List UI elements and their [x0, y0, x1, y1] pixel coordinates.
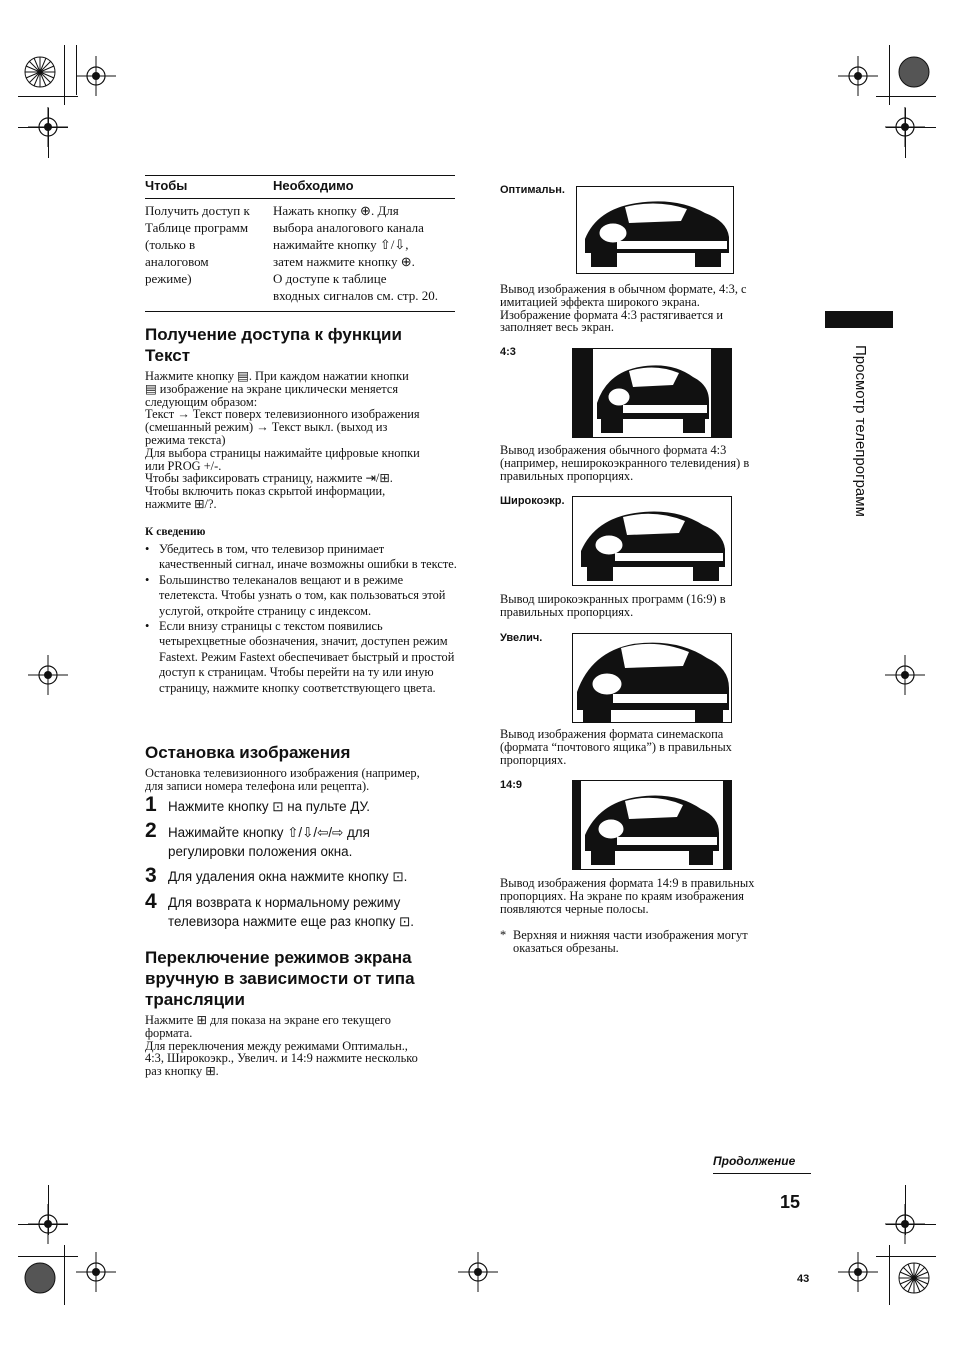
starburst-mark-icon: [24, 56, 56, 88]
car-image-zoom: [572, 633, 732, 723]
step-number: 1: [145, 793, 157, 816]
starburst-mark-icon: [898, 1262, 930, 1294]
car-image-4-3: [572, 348, 732, 438]
section-title-freeze: Остановка изображения: [145, 743, 351, 762]
registration-mark-icon: [885, 1204, 925, 1244]
mode-caption: Вывод изображения в обычном формате, 4:3, с имитацией эффекта широкого экрана. Изображение формата 4:3 растягивается и заполняет весь экран.: [500, 282, 747, 335]
step-text: Для удаления окна нажмите кнопку ⊡.: [168, 869, 408, 884]
registration-mark-icon: [885, 107, 925, 147]
screen-mode-body: Нажмите ⊞ для показа на экране его текущего формата. Для переключения между режимами Оптимальн., 4:3, Широкоэкр., Увелич. и 14:9 нажмите несколько раз кнопку ⊞.: [145, 1013, 418, 1079]
table-header-col2: Необходимо: [273, 178, 354, 193]
table-header-col1: Чтобы: [145, 178, 188, 193]
registration-mark-icon: [28, 107, 68, 147]
car-image-optimal: [576, 186, 734, 274]
mode-label: Увелич.: [500, 632, 543, 644]
note-heading: К сведению: [145, 526, 206, 538]
mode-caption: Вывод изображения формата синемаскопа (формата “почтового ящика”) в правильных пропорциях.: [500, 727, 732, 767]
mode-label: 14:9: [500, 779, 523, 791]
texture-mark-icon: [898, 56, 930, 88]
list-item: • Убедитесь в том, что телевизор принимает качественный сигнал, иначе возможны ошибки в тексте.: [145, 542, 457, 573]
registration-mark-icon: [76, 56, 116, 96]
step-text: Нажмите кнопку ⊡ на пульте ДУ.: [168, 799, 371, 814]
page-number: 15: [780, 1192, 801, 1212]
mode-label: 4:3: [500, 346, 516, 358]
car-icon: [573, 634, 731, 722]
registration-mark-icon: [28, 1204, 68, 1244]
table-cell-col2: Нажать кнопку ⊕. Для выбора аналогового канала нажимайте кнопку ⇧/⇩, затем нажмите кнопку ⊕. О доступе к таблице входных сигналов см. стр. 20.: [273, 203, 438, 303]
mode-caption: Вывод изображения формата 14:9 в правильных пропорциях. На экране по краям изображения появляются черные полосы.: [500, 876, 755, 916]
freeze-intro: Остановка телевизионного изображения (например, для записи номера телефона или рецепта).: [145, 766, 420, 793]
mode-caption: Вывод изображения обычного формата 4:3 (например, неширокоэкранного телевидения) в правильных пропорциях.: [500, 443, 750, 483]
print-page-number: 43: [797, 1273, 810, 1285]
step-text: Нажимайте кнопку ⇧/⇩/⇦/⇨ для регулировки положения окна.: [168, 825, 370, 859]
registration-mark-icon: [885, 655, 925, 695]
mode-caption: Вывод широкоэкранных программ (16:9) в правильных пропорциях.: [500, 592, 726, 619]
registration-mark-icon: [28, 655, 68, 695]
mode-label: Оптимальн.: [500, 184, 565, 196]
list-item: • Большинство телеканалов вещают и в режиме телетекста. Чтобы узнать о том, как пользоваться этой услугой, откройте страницу с индексом.: [145, 573, 457, 619]
step-text: Для возврата к нормальному режиму телевизора нажмите еще раз кнопку ⊡.: [168, 895, 414, 929]
continued-rule: [713, 1173, 811, 1174]
step-number: 4: [145, 890, 157, 913]
side-tab-bar: [825, 311, 893, 328]
footnote-mark: *: [500, 928, 507, 942]
car-image-wide: [572, 496, 732, 586]
step-number: 2: [145, 819, 157, 842]
registration-mark-icon: [838, 56, 878, 96]
registration-mark-icon: [458, 1252, 498, 1292]
footnote-text: Верхняя и нижняя части изображения могут оказаться обрезаны.: [513, 928, 748, 955]
continued-label: Продолжение: [713, 1154, 796, 1168]
notes-list: [145, 542, 457, 696]
text-section-body: Нажмите кнопку ▤. При каждом нажатии кнопки ▤ изображение на экране циклически меняется следующим образом: Текст → Текст поверх телевизионного изображения (смешанный режим) → Текст выкл. (выход из режима текста) Для выбора страницы нажимайте цифровые кнопки или PROG +/-. Чтобы зафиксировать страницу, нажмите ⇥/⊞. Чтобы включить показ скрытой информации, нажмите ⊞/?.: [145, 369, 420, 511]
registration-mark-icon: [838, 1252, 878, 1292]
car-icon: [573, 781, 731, 869]
car-image-14-9: [572, 780, 732, 870]
list-item: • Если внизу страницы с текстом появились четырехцветные обозначения, значит, доступен режим Fastext. Режим Fastext обеспечивает быстрый и простой доступ к страницам. Чтобы перейти на ту или иную страницу, нажмите кнопку соответствующего цвета.: [145, 619, 457, 696]
side-tab-label: Просмотр телепрограмм: [852, 345, 869, 517]
step-number: 3: [145, 864, 157, 887]
table-cell-col1: Получить доступ к Таблице программ (только в аналоговом режиме): [145, 203, 250, 286]
section-title-screen-mode: Переключение режимов экрана вручную в зависимости от типа трансляции: [145, 948, 415, 1009]
registration-mark-icon: [76, 1252, 116, 1292]
section-title-text: Получение доступа к функции Текст: [145, 325, 402, 365]
mode-label: Широкоэкр.: [500, 495, 565, 507]
car-icon: [573, 349, 731, 437]
texture-mark-icon: [24, 1262, 56, 1294]
car-icon: [577, 187, 733, 273]
car-icon: [573, 497, 731, 585]
